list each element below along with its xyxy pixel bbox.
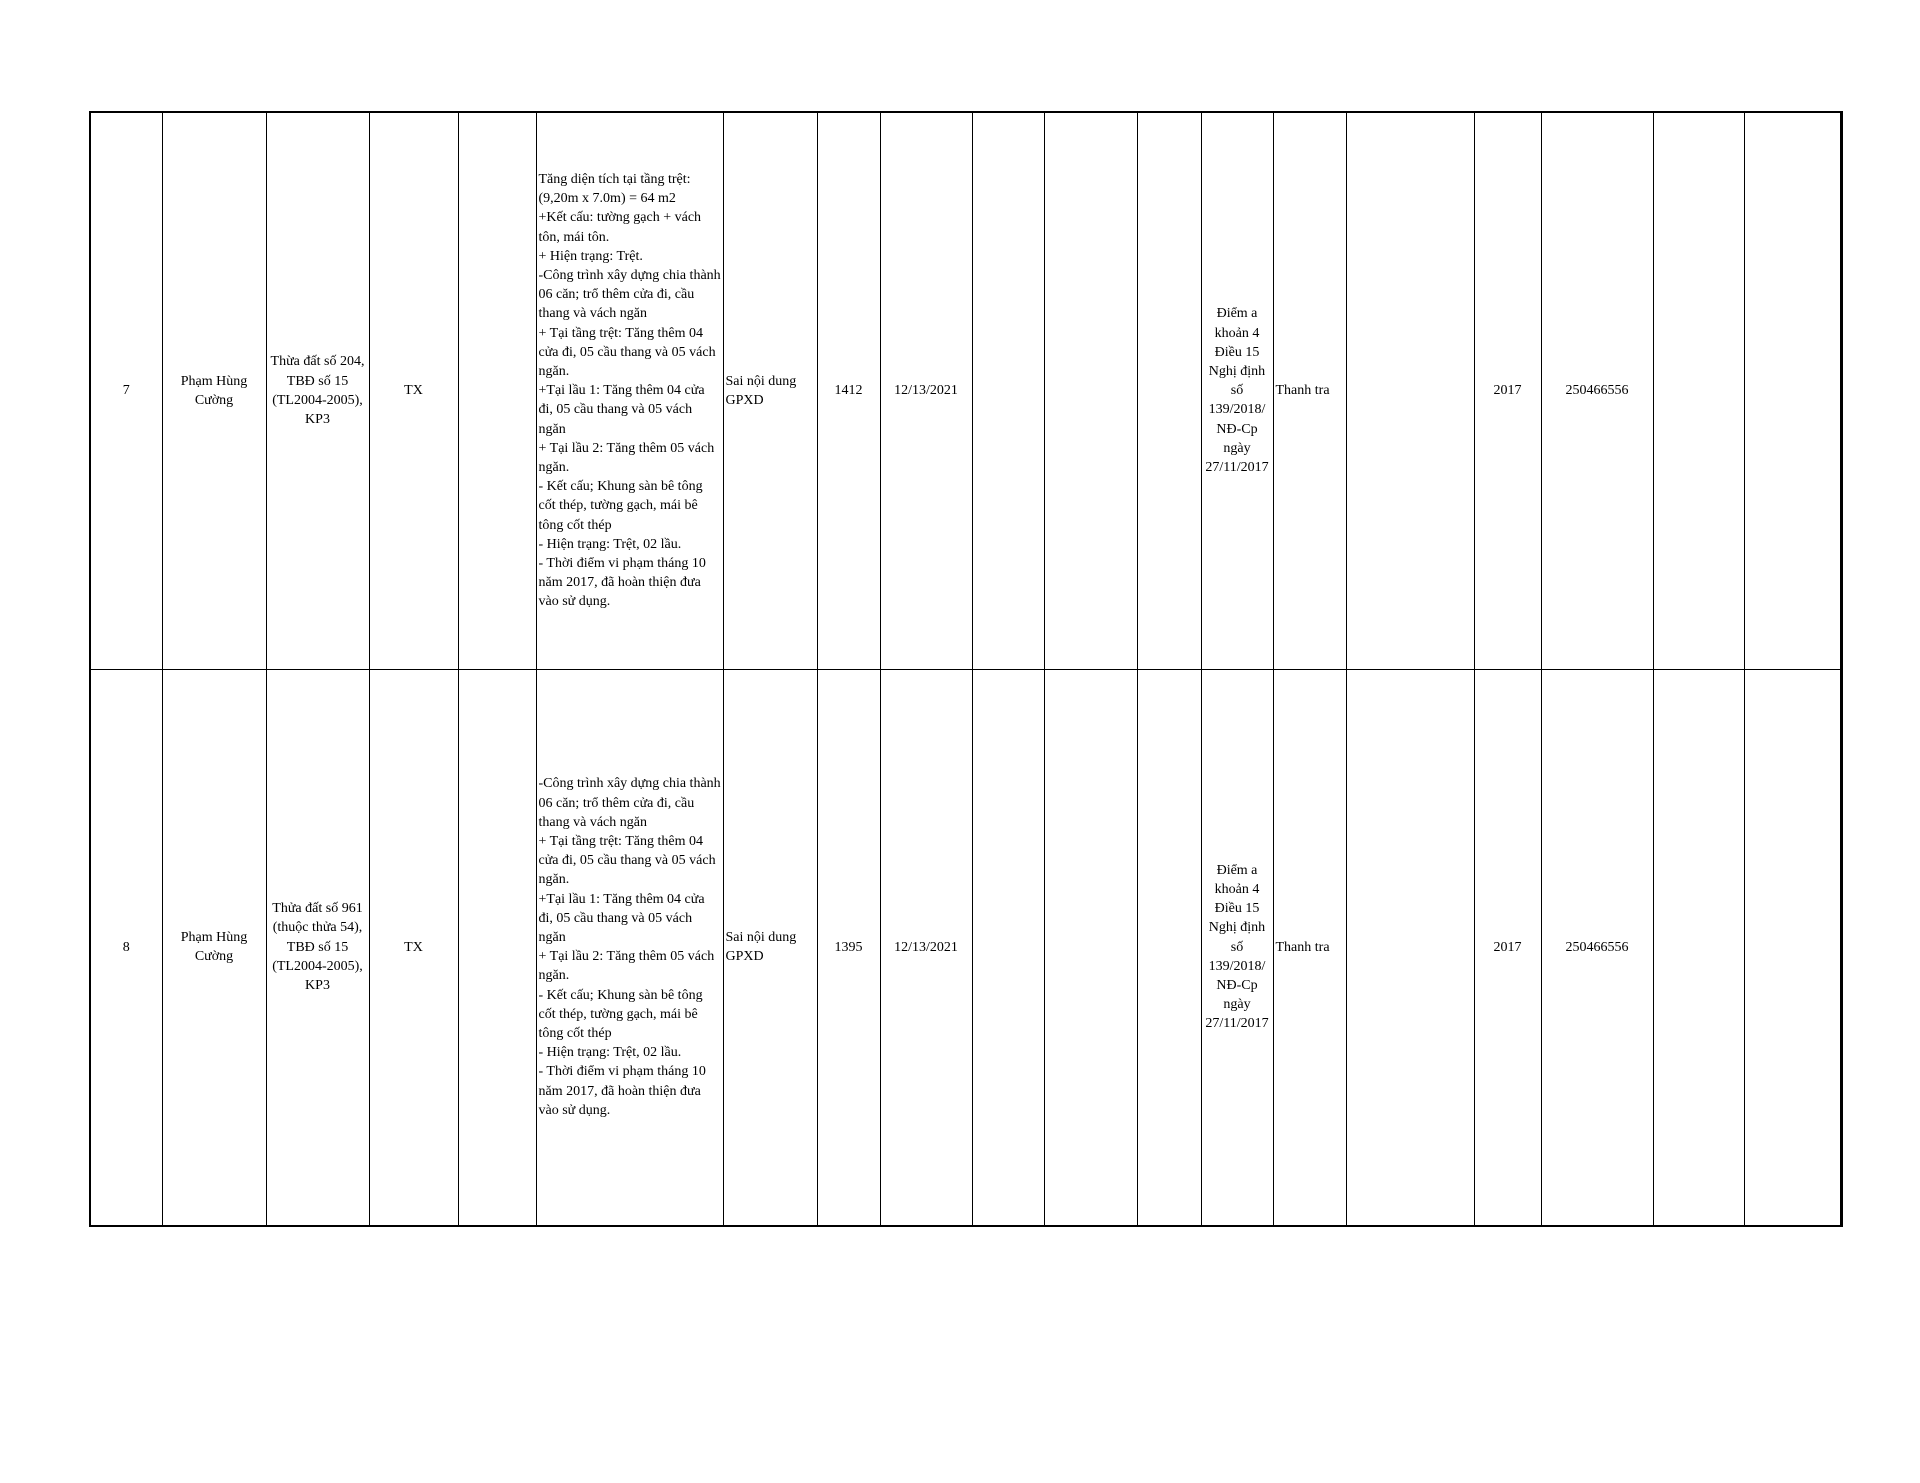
violation-type: Sai nội dung GPXD bbox=[723, 669, 817, 1226]
empty-cell bbox=[1653, 112, 1744, 669]
violation-year: 2017 bbox=[1474, 669, 1541, 1226]
violation-description: Tăng diện tích tại tầng trệt: (9,20m x 7.0m) = 64 m2 +Kết cấu: tường gạch + vách tôn, mái tôn. + Hiện trạng: Trệt. -Công trình xây dựng chia thành 06 căn; trổ thêm cửa đi, cầu thang và vách ngăn + Tại tầng trệt: Tăng thêm 04 cửa đi, 05 cầu thang và 05 vách ngăn. +Tại lầu 1: Tăng thêm 04 cửa đi, 05 cầu thang và 05 vách ngăn + Tại lầu 2: Tăng thêm 05 vách ngăn. - Kết cấu; Khung sàn bê tông cốt thép, tường gạch, mái bê tông cốt thép - Hiện trạng: Trệt, 02 lầu. - Thời điểm vi phạm tháng 10 năm 2017, đã hoàn thiện đưa vào sử dụng. bbox=[536, 112, 723, 669]
decision-date: 12/13/2021 bbox=[880, 669, 972, 1226]
empty-cell bbox=[458, 112, 536, 669]
empty-cell bbox=[1346, 112, 1474, 669]
violation-type: Sai nội dung GPXD bbox=[723, 112, 817, 669]
violations-table bbox=[89, 111, 1843, 1227]
empty-cell bbox=[1346, 669, 1474, 1226]
empty-cell bbox=[458, 669, 536, 1226]
empty-cell bbox=[972, 669, 1044, 1226]
violation-description: -Công trình xây dựng chia thành 06 căn; trổ thêm cửa đi, cầu thang và vách ngăn + Tại tầng trệt: Tăng thêm 04 cửa đi, 05 cầu thang và 05 vách ngăn. +Tại lầu 1: Tăng thêm 04 cửa đi, 05 cầu thang và 05 vách ngăn + Tại lầu 2: Tăng thêm 05 vách ngăn. - Kết cấu; Khung sàn bê tông cốt thép, tường gạch, mái bê tông cốt thép - Hiện trạng: Trệt, 02 lầu. - Thời điểm vi phạm tháng 10 năm 2017, đã hoàn thiện đưa vào sử dụng. bbox=[536, 669, 723, 1226]
owner-name: Phạm Hùng Cường bbox=[162, 112, 266, 669]
empty-cell bbox=[1744, 669, 1840, 1226]
handling-agency: Thanh tra bbox=[1273, 669, 1346, 1226]
table-edge bbox=[1840, 112, 1842, 669]
table-edge bbox=[1840, 669, 1842, 1226]
empty-cell bbox=[1744, 112, 1840, 669]
record-code: 250466556 bbox=[1541, 112, 1653, 669]
violation-year: 2017 bbox=[1474, 112, 1541, 669]
empty-cell bbox=[1044, 112, 1137, 669]
handling-agency: Thanh tra bbox=[1273, 112, 1346, 669]
legal-basis: Điểm a khoản 4 Điều 15 Nghị định số 139/2018/ NĐ-Cp ngày 27/11/2017 bbox=[1201, 669, 1273, 1226]
land-location: Thừa đất số 204, TBĐ số 15 (TL2004-2005), KP3 bbox=[266, 112, 369, 669]
area-code: TX bbox=[369, 112, 458, 669]
empty-cell bbox=[1653, 669, 1744, 1226]
table-row bbox=[90, 669, 1842, 1226]
owner-name: Phạm Hùng Cường bbox=[162, 669, 266, 1226]
row-number: 8 bbox=[90, 669, 162, 1226]
row-number: 7 bbox=[90, 112, 162, 669]
empty-cell bbox=[1044, 669, 1137, 1226]
decision-number: 1395 bbox=[817, 669, 880, 1226]
decision-date: 12/13/2021 bbox=[880, 112, 972, 669]
record-code: 250466556 bbox=[1541, 669, 1653, 1226]
empty-cell bbox=[1137, 112, 1201, 669]
area-code: TX bbox=[369, 669, 458, 1226]
legal-basis: Điểm a khoản 4 Điều 15 Nghị định số 139/2018/ NĐ-Cp ngày 27/11/2017 bbox=[1201, 112, 1273, 669]
empty-cell bbox=[1137, 669, 1201, 1226]
decision-number: 1412 bbox=[817, 112, 880, 669]
empty-cell bbox=[972, 112, 1044, 669]
table-row bbox=[90, 112, 1842, 669]
land-location: Thửa đất số 961 (thuộc thửa 54), TBĐ số 15 (TL2004-2005), KP3 bbox=[266, 669, 369, 1226]
